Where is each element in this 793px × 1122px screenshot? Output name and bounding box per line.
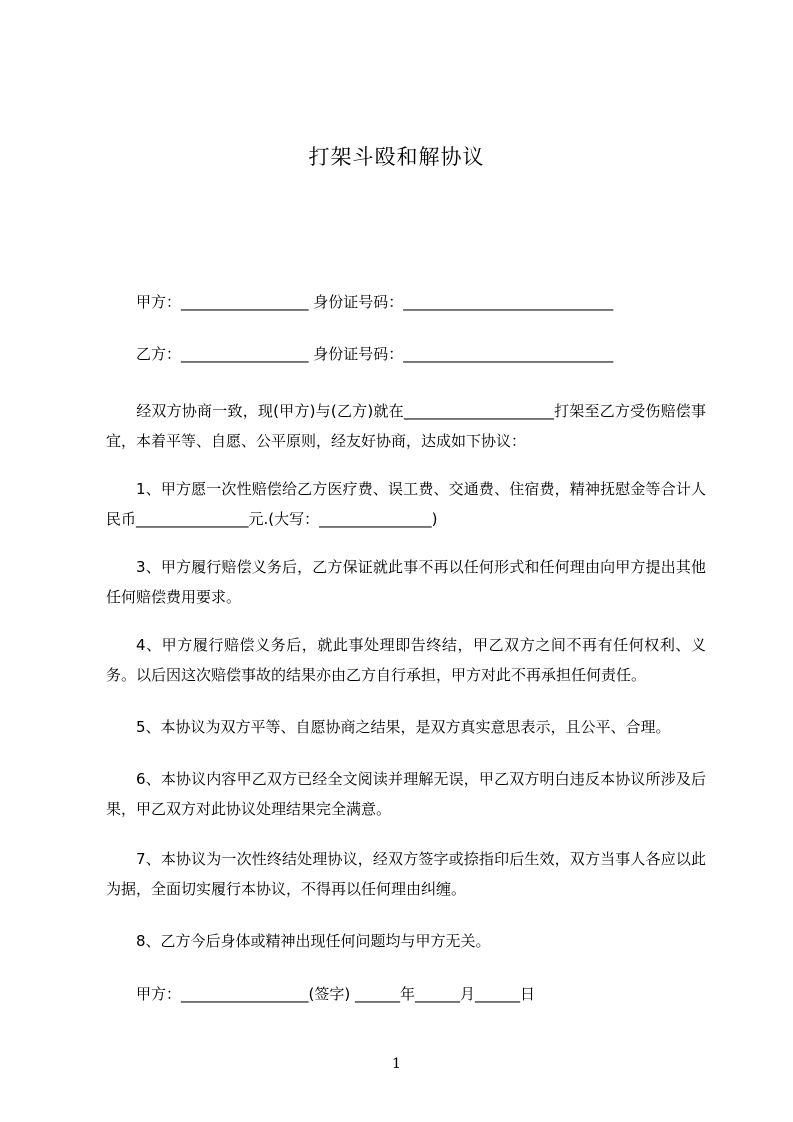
signature-line: 甲方：_________________(签字) ______年______月______日 <box>136 985 535 1003</box>
clause-6-text: 6、本协议内容甲乙双方已经全文阅读并理解无误，甲乙双方明白违反本协议所涉及后果，甲乙双方对此协议处理结果完全满意。 <box>106 770 706 818</box>
clause-8 <box>106 926 706 956</box>
clause-6 <box>106 764 706 824</box>
clause-4 <box>106 630 706 690</box>
clause-7 <box>106 844 706 904</box>
clause-3 <box>106 552 706 612</box>
page-number: 1 <box>392 1056 401 1072</box>
clause-5 <box>106 712 706 742</box>
clause-4-text: 4、甲方履行赔偿义务后，就此事处理即告终结，甲乙双方之间不再有任何权利、义务。以后因这次赔偿事故的结果亦由乙方自行承担，甲方对此不再承担任何责任。 <box>106 636 706 684</box>
preamble-paragraph <box>106 396 706 456</box>
clause-5-text: 5、本协议为双方平等、自愿协商之结果，是双方真实意思表示，且公平、合理。 <box>136 718 671 736</box>
party-b-line: 乙方：_________________ 身份证号码：____________________________ <box>136 345 614 363</box>
clause-7-text: 7、本协议为一次性终结处理协议，经双方签字或捺指印后生效，双方当事人各应以此为据，全面切实履行本协议，不得再以任何理由纠缠。 <box>106 850 706 898</box>
clause-8-text: 8、乙方今后身体或精神出现任何问题均与甲方无关。 <box>136 932 491 950</box>
clause-1 <box>106 474 706 534</box>
party-a-line: 甲方：_________________ 身份证号码：____________________________ <box>136 293 614 311</box>
clause-3-text: 3、甲方履行赔偿义务后，乙方保证就此事不再以任何形式和任何理由向甲方提出其他任何赔偿费用要求。 <box>106 558 706 606</box>
clause-1-text: 1、甲方愿一次性赔偿给乙方医疗费、误工费、交通费、住宿费，精神抚慰金等合计人民币_______________元.(大写：_______________) <box>106 480 706 528</box>
preamble-text: 经双方协商一致，现(甲方)与(乙方)就在____________________打架至乙方受伤赔偿事宜，本着平等、自愿、公平原则，经友好协商，达成如下协议： <box>106 402 706 450</box>
document-title: 打架斗殴和解协议 <box>308 145 485 169</box>
